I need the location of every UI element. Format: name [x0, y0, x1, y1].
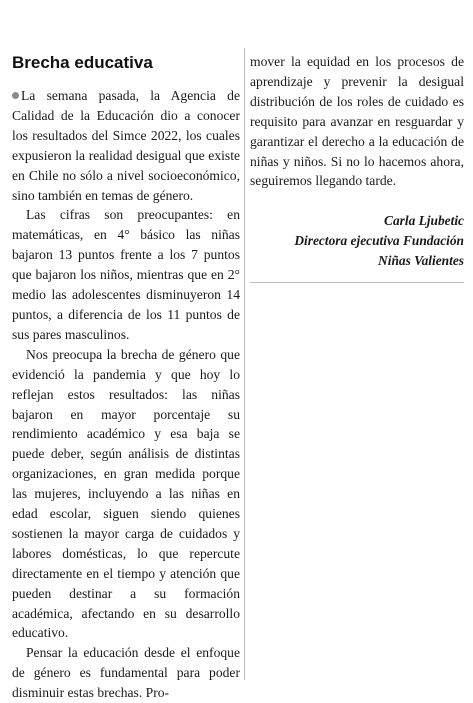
signature-block	[250, 211, 464, 270]
article-headline: Brecha educativa	[12, 53, 153, 72]
signature-divider	[250, 282, 464, 283]
paragraph-4-part-2: mover la equidad en los procesos de aprendizaje y prevenir la desigual distribución de los roles de cuidado es requisito para avanzar en resguardar y garantizar el derecho a la educación de niñas y niños. Si no lo hacemos ahora, seguiremos llegando tarde.	[250, 54, 464, 189]
left-column	[12, 52, 240, 703]
paragraph-3: Nos preocupa la brecha de género que evidenció la pandemia y que hoy lo reflejan estos resultados: las niñas bajaron en mayor porcentaje su rendimiento académico y esa baja se puede deber, según análisis de distintas organizaciones, en gran medida porque las mujeres, incluyendo a las niñas en edad escolar, siguen siendo quienes sostienen la mayor carga de cuidados y labores domésticas, lo que repercute directamente en el tiempo y atención que pueden destinar a su formación académica, afectando en su desarrollo educativo.	[12, 346, 240, 641]
bullet-icon	[12, 92, 19, 99]
column-divider	[244, 48, 245, 680]
paragraph-2: Las cifras son preocupantes: en matemáticas, en 4° básico las niñas bajaron 13 puntos frente a los 7 puntos que bajaron los niños, mientras que en 2° medio las adolescentes disminuyeron 14 puntos, a diferencia de los 11 puntos de sus pares masculinos.	[12, 207, 240, 342]
author-organization: Niñas Valientes	[378, 252, 464, 268]
paragraph-1-text: La semana pasada, la Agencia de Calidad de la Educación dio a conocer los resultados del Simce 2022, los cuales expusieron la realidad desigual que existe en Chile no sólo a nivel socioeconómico, sino también en temas de género.	[12, 88, 240, 203]
paragraph-1	[12, 86, 240, 205]
right-column	[250, 52, 464, 283]
author-role: Directora ejecutiva Fundación	[294, 232, 464, 248]
paragraph-4-part-1: Pensar la educación desde el enfoque de género es fundamental para poder disminuir estas brechas. Pro-	[12, 645, 240, 701]
author-name: Carla Ljubetic	[384, 213, 464, 229]
